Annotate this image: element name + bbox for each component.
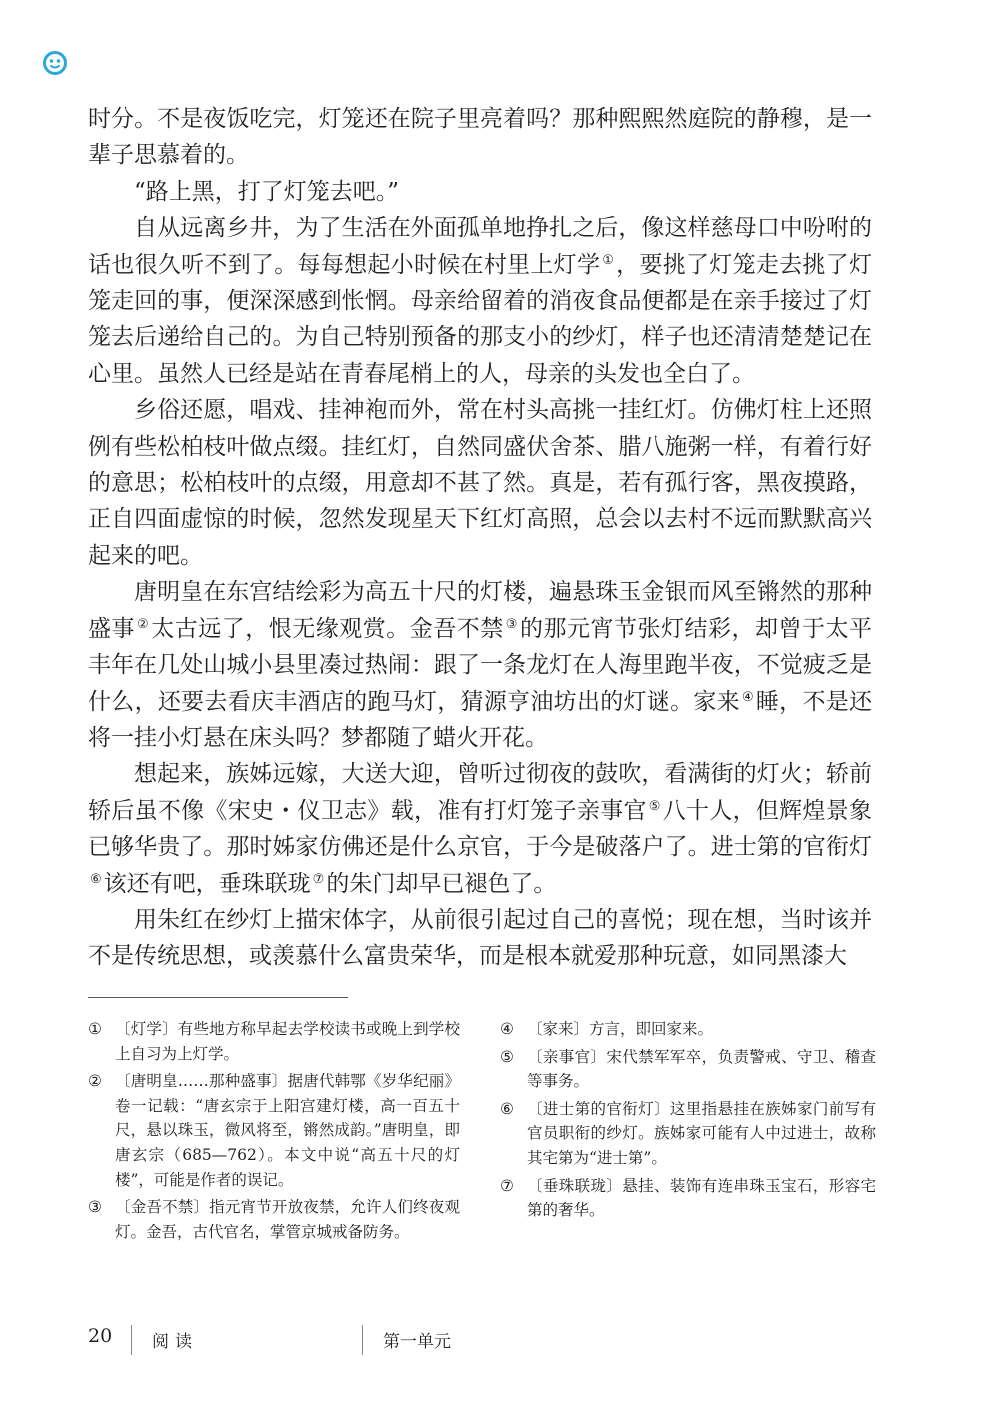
footnote [500,1174,876,1223]
body-text-run: 太古远了，恨无缘观赏。金吾不禁 [151,615,504,642]
footnote-text: 〔垂珠联珑〕悬挂、装饰有连串珠玉宝石，形容宅第的奢华。 [527,1176,876,1220]
footnote-ref: ⑤ [648,798,661,814]
footnote [500,1097,876,1171]
footer-divider [131,1325,132,1355]
body-text-run: 八十人，但辉煌景象已够华贵了。那时姊家仿佛还是什么京官，于今是破落户了。进士第的官衔灯 [88,797,872,861]
body-paragraph [88,101,872,174]
smiley-face-icon [42,50,68,76]
body-paragraph [88,756,872,902]
footnote-number: ⑤ [500,1047,514,1066]
footnotes-right-column [500,1017,876,1226]
footnote [500,1045,876,1094]
footnote-number: ⑥ [500,1099,514,1118]
footnote-number: ⑦ [500,1176,514,1195]
footnote-text: 〔亲事官〕宋代禁军军卒，负责警戒、守卫、稽查等事务。 [527,1047,876,1091]
body-text-run: 的那元宵节张灯结彩，却曾于太平丰年在几处山城小县里凑过热闹：跟了一条龙灯在人海里跑半夜，不觉疲乏是什么，还要去看庆丰酒店的跑马灯，猜源亨油坊出的灯谜。家来 [88,615,873,715]
footer-divider [362,1325,363,1355]
footnote-ref: ② [137,616,150,632]
footnote [88,1069,460,1192]
body-text-run: 的朱门却早已褪色了。 [326,870,557,897]
section-label: 阅读 [152,1332,198,1352]
footnote [500,1017,876,1042]
page-number: 20 [88,1325,113,1347]
footnote-divider [88,997,348,998]
body-paragraph [88,392,872,574]
footnote-text: 〔灯学〕有些地方称早起去学校读书或晚上到学校上自习为上灯学。 [115,1020,460,1063]
body-paragraph [88,174,872,210]
body-text-run: 想起来，族姊远嫁，大送大迎，曾听过彻夜的鼓吹，看满街的灯火；轿前轿后虽不像《宋史・仪卫志》载，准有打灯笼子亲事官 [88,761,872,824]
footnote-ref: ⑦ [312,871,325,887]
body-paragraph [88,210,872,392]
footnote [88,1195,460,1244]
body-paragraph [88,902,872,975]
footnote-text: 〔金吾不禁〕指元宵节开放夜禁，允许人们终夜观灯。金吾，古代官名，掌管京城戒备防务。 [115,1198,460,1241]
footnote-number: ③ [88,1198,102,1217]
body-text-run: 该还有吧，垂珠联珑 [103,870,311,897]
main-text [88,101,872,975]
footnote [88,1017,460,1066]
footnotes-left-column [88,1017,460,1247]
body-paragraph [88,574,872,756]
footnote-number: ② [88,1072,102,1091]
footnote-ref: ⑥ [90,871,102,887]
body-text-run: 唐明皇在东宫结绘彩为高五十尺的灯楼，遍悬珠玉金银而风至锵然的那种盛事 [88,579,872,642]
body-text-run: ，要挑了灯笼走去挑了灯笼走回的事，便深深感到怅惘。母亲给留着的消夜食品便都是在亲手接过了灯笼去后递给自己的。为自己特别预备的那支小的纱灯，样子也还清清楚楚记在心里。虽然人已经是站在青春尾梢上的人，母亲的头发也全白了。 [88,251,873,387]
footnote-number: ① [88,1020,102,1038]
footnote-ref: ③ [505,616,518,632]
body-text-run: 睡，不是还将一挂小灯悬在床头吗？梦都随了蜡火开花。 [88,688,873,751]
footnote-text: 〔进士第的官衔灯〕这里指悬挂在族姊家门前写有官员职衔的纱灯。族姊家可能有人中过进士，故称其宅第为“进士第”。 [527,1099,876,1167]
footnote-number: ④ [500,1020,514,1038]
body-text-run: 用朱红在纱灯上描宋体字，从前很引起过自己的喜悦；现在想，当时该并不是传统思想，或羡慕什么富贵荣华，而是根本就爱那种玩意，如同黑漆大 [88,906,872,970]
footnote-text: 〔家来〕方言，即回家来。 [527,1020,714,1038]
body-text-run: 乡俗还愿，唱戏、挂神袍而外，常在村头高挑一挂红灯。仿佛灯柱上还照例有些松柏枝叶做点缀。挂红灯，自然同盛伏舍茶、腊八施粥一样，有着行好的意思；松柏枝叶的点缀，用意却不甚了然。真是，若有孤行客，黑夜摸路，正自四面虚惊的时候，忽然发现星天下红灯高照，总会以去村不远而默默高兴起来的吧。 [88,397,872,569]
footnote-text: 〔唐明皇……那种盛事〕据唐代韩鄂《岁华纪丽》卷一记载：“唐玄宗于上阳宫建灯楼，高一百五十尺，悬以珠玉，微风将至，锵然成韵。”唐明皇，即唐玄宗（685—762）。本文中说“高五十尺的灯楼”，可能是作者的误记。 [115,1072,460,1189]
footnote-ref: ④ [741,689,754,705]
footnote-ref: ① [602,252,615,268]
body-text-run: “路上黑，打了灯笼去吧。” [134,178,400,205]
body-text-run: 时分。不是夜饭吃完，灯笼还在院子里亮着吗？那种熙熙然庭院的静穆，是一辈子思慕着的。 [88,106,872,169]
unit-label: 第一单元 [383,1332,451,1352]
body-text-run: 自从远离乡井，为了生活在外面孤单地挣扎之后，像这样慈母口中吩咐的话也很久听不到了。每每想起小时候在村里上灯学 [88,215,872,278]
